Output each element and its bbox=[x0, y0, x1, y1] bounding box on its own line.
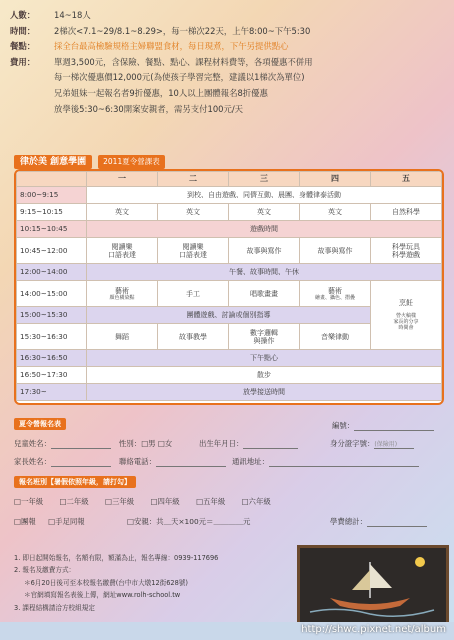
people-value: 14~18人 bbox=[54, 10, 91, 20]
class-cell: 故事與寫作 bbox=[300, 238, 371, 264]
parent-name-field[interactable] bbox=[51, 466, 111, 467]
grade-options bbox=[14, 496, 271, 507]
class-cell: 科學玩具 科學遊戲 bbox=[371, 238, 442, 264]
span-cell: 午餐、故事時間、午休 bbox=[87, 264, 442, 281]
class-cell: 自然科學 bbox=[371, 204, 442, 221]
gender-label: 性別： bbox=[119, 439, 142, 448]
time-cell: 9:15~10:15 bbox=[17, 204, 87, 221]
daycare-checkbox[interactable]: □安親：共＿天×100元＝＿＿＿＿元 bbox=[127, 517, 251, 526]
id-label: 編號： bbox=[332, 421, 355, 430]
female-checkbox[interactable]: □女 bbox=[157, 439, 173, 448]
time-cell: 14:00~15:00 bbox=[17, 281, 87, 307]
day-header: 二 bbox=[158, 172, 229, 187]
span-cell: 到校、自由遊戲、同儕互動、晨團、身體律泰活動 bbox=[87, 187, 442, 204]
class-label: 烹飪 bbox=[399, 299, 413, 307]
grade-checkbox[interactable]: □六年級 bbox=[241, 497, 271, 506]
schedule-subtitle: 2011夏令營課表 bbox=[98, 155, 165, 169]
male-checkbox[interactable]: □男 bbox=[141, 439, 156, 448]
grade-checkbox[interactable]: □四年級 bbox=[150, 497, 180, 506]
class-cell: 閱讀樂 口語表達 bbox=[158, 238, 229, 264]
span-cell: 散步 bbox=[87, 367, 442, 384]
total-label: 學費總計： bbox=[330, 517, 367, 526]
class-cell: 英文 bbox=[229, 204, 300, 221]
note-2b: ＊官網填寫報名表後上傳，網址www.rolh-school.tw bbox=[24, 591, 181, 600]
birth-label: 出生年月日： bbox=[199, 439, 244, 448]
schedule bbox=[14, 155, 442, 403]
table-row bbox=[17, 281, 442, 307]
info-block bbox=[10, 8, 450, 117]
note-3: 3. 課程結構請洽方校組規定 bbox=[14, 603, 95, 612]
note-2: 2. 報名及繳費方式： bbox=[14, 566, 76, 575]
registration-tag: 夏令營報名表 bbox=[14, 418, 66, 430]
phone-label: 聯絡電話： bbox=[119, 457, 156, 466]
watermark: http://shwc.pixnet.net/album bbox=[301, 624, 446, 635]
time-value: 2梯次<7.1~29/8.1~8.29>，每一梯次22天，上午8:00~下午5:30 bbox=[54, 25, 311, 36]
schedule-title: 律於美 創意學園 bbox=[14, 155, 92, 169]
child-name-label: 兒童姓名： bbox=[14, 439, 51, 448]
table-row bbox=[17, 204, 442, 221]
class-cell bbox=[300, 281, 371, 307]
id-field[interactable] bbox=[354, 430, 434, 431]
time-cell: 12:00~14:00 bbox=[17, 264, 87, 281]
time-cell: 16:30~16:50 bbox=[17, 350, 87, 367]
corner-cell bbox=[17, 172, 87, 187]
table-row bbox=[17, 238, 442, 264]
table-row bbox=[17, 350, 442, 367]
time-cell: 10:45~12:00 bbox=[17, 238, 87, 264]
table-row bbox=[17, 264, 442, 281]
address-label: 通訊地址： bbox=[232, 457, 269, 466]
note-2a: ＊6月20日後可至本校報名繳費(台中市大墩12街628號) bbox=[24, 578, 188, 587]
day-header: 三 bbox=[229, 172, 300, 187]
birth-field[interactable] bbox=[243, 448, 298, 449]
day-header: 一 bbox=[87, 172, 158, 187]
sibling-checkbox[interactable]: □手足同報 bbox=[48, 517, 85, 526]
grade-checkbox[interactable]: □三年級 bbox=[105, 497, 135, 506]
registration-form bbox=[14, 418, 444, 543]
time-cell: 10:15~10:45 bbox=[17, 221, 87, 238]
group-checkbox[interactable]: □團報 bbox=[14, 517, 36, 526]
grade-checkbox[interactable]: □一年級 bbox=[14, 497, 44, 506]
class-cell: 英文 bbox=[158, 204, 229, 221]
class-cell bbox=[87, 281, 158, 307]
idno-label: 身分證字號： bbox=[330, 439, 375, 448]
people-label: 人數： bbox=[10, 10, 36, 20]
phone-field[interactable] bbox=[156, 466, 226, 467]
class-cell: 數字邏輯 與操作 bbox=[229, 324, 300, 350]
day-header: 四 bbox=[300, 172, 371, 187]
ship-drawing-icon bbox=[300, 548, 440, 622]
table-row bbox=[17, 384, 442, 401]
notes bbox=[14, 552, 284, 614]
class-cell: 閱讀樂 口語表達 bbox=[87, 238, 158, 264]
class-cell: 英文 bbox=[300, 204, 371, 221]
time-cell: 15:00~15:30 bbox=[17, 307, 87, 324]
class-note: 顏色橫染點 bbox=[109, 294, 135, 301]
fee-line-3: 兄弟姐妹一起報名者9折優惠，10人以上團體報名8折優惠 bbox=[54, 87, 268, 98]
schedule-table-box bbox=[14, 169, 444, 405]
meal-label: 餐點： bbox=[10, 41, 36, 52]
class-cell: 故事與寫作 bbox=[229, 238, 300, 264]
class-cell: 唱歌畫畫 bbox=[229, 281, 300, 307]
time-cell: 8:00~9:15 bbox=[17, 187, 87, 204]
span-cell: 遊戲時間 bbox=[87, 221, 442, 238]
schedule-header bbox=[14, 155, 165, 168]
class-cell: 舞蹈 bbox=[87, 324, 158, 350]
friday-cell bbox=[371, 281, 442, 350]
class-cell: 音樂律動 bbox=[300, 324, 371, 350]
class-cell: 英文 bbox=[87, 204, 158, 221]
total-field[interactable] bbox=[367, 526, 427, 527]
child-name-field[interactable] bbox=[51, 448, 111, 449]
span-cell: 放學接送時間 bbox=[87, 384, 442, 401]
table-row bbox=[17, 367, 442, 384]
chalkboard-image bbox=[297, 545, 449, 631]
class-cell: 故事教學 bbox=[158, 324, 229, 350]
idno-field[interactable]: (保險用) bbox=[374, 439, 414, 449]
time-cell: 16:50~17:30 bbox=[17, 367, 87, 384]
friday-note: 營火稿樣 家長的分享 時間會 bbox=[393, 313, 419, 331]
span-cell: 下午點心 bbox=[87, 350, 442, 367]
parent-name-label: 家長姓名： bbox=[14, 457, 51, 466]
class-cell: 手工 bbox=[158, 281, 229, 307]
fee-line-2: 每一梯次優惠價12,000元(為使孩子學習完整，建議以1梯次為單位) bbox=[54, 72, 305, 83]
grade-checkbox[interactable]: □二年級 bbox=[59, 497, 89, 506]
fee-label: 費用： bbox=[10, 56, 36, 67]
meal-value: 採全台最高檢驗規格主婦聯盟食材，每日現煮，下午另提供點心 bbox=[54, 41, 289, 52]
schedule-header-row bbox=[17, 172, 442, 187]
class-note: 繪畫、攝色、摺疊 bbox=[314, 294, 355, 301]
time-cell: 17:30~ bbox=[17, 384, 87, 401]
note-1: 1. 即日起開始報名，名額有限，額滿為止，報名專線：0939-117696 bbox=[14, 554, 219, 562]
address-field[interactable] bbox=[269, 466, 419, 467]
day-header: 五 bbox=[371, 172, 442, 187]
class-tag: 報名班別【暑假依照年級，請打勾】 bbox=[14, 476, 136, 488]
class-label: 藝術 bbox=[328, 286, 342, 295]
span-cell: 團體遊戲、討論或個別指導 bbox=[87, 307, 371, 324]
schedule-table bbox=[16, 171, 442, 401]
grade-checkbox[interactable]: □五年級 bbox=[196, 497, 226, 506]
class-label: 藝術 bbox=[115, 286, 129, 295]
table-row bbox=[17, 221, 442, 238]
time-cell: 15:30~16:30 bbox=[17, 324, 87, 350]
table-row bbox=[17, 187, 442, 204]
fee-value: 單週3,500元，含保險、餐點、點心、課程材料費等，各項優惠不併用 bbox=[54, 56, 313, 67]
time-label: 時間： bbox=[10, 25, 36, 36]
fee-line-4: 放學後5:30~6:30開案安親者，需另支付100元/天 bbox=[54, 103, 244, 114]
